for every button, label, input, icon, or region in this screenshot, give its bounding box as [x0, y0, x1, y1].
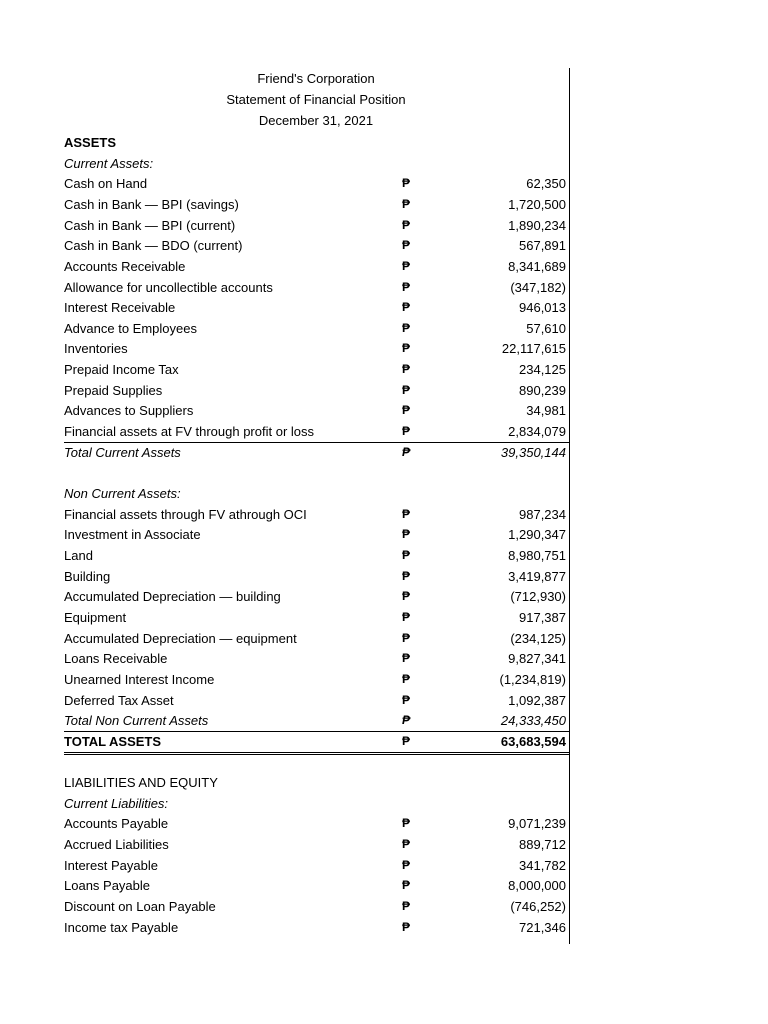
noncurrent-asset-row	[64, 670, 570, 690]
current-asset-row-amount: 234,125	[519, 362, 566, 377]
current-asset-row-amount: 2,834,079	[508, 424, 566, 439]
current-liability-row	[64, 918, 570, 938]
current-liability-row	[64, 897, 570, 917]
current-asset-row-label: Inventories	[64, 341, 128, 356]
current-asset-row-amount: 57,610	[526, 321, 566, 336]
peso-sign: ₱	[401, 280, 410, 294]
peso-sign: ₱	[401, 321, 410, 335]
noncurrent-asset-row-amount: 917,387	[519, 610, 566, 625]
statement-title: Statement of Financial Position	[226, 92, 406, 107]
current-asset-row	[64, 216, 570, 236]
peso-sign: ₱	[401, 734, 410, 748]
peso-sign: ₱	[401, 878, 410, 892]
current-asset-row	[64, 257, 570, 277]
current-asset-row	[64, 422, 570, 443]
peso-sign: ₱	[401, 899, 410, 913]
current-liability-row-amount: (746,252)	[510, 899, 566, 914]
peso-sign: ₱	[401, 507, 410, 521]
peso-sign: ₱	[401, 816, 410, 830]
total-noncurrent-assets	[64, 711, 570, 732]
noncurrent-asset-row-label: Investment in Associate	[64, 527, 201, 542]
noncurrent-asset-row	[64, 505, 570, 525]
current-liability-row	[64, 876, 570, 896]
noncurrent-asset-row-amount: (1,234,819)	[499, 672, 566, 687]
peso-sign: ₱	[401, 610, 410, 624]
noncurrent-asset-row-amount: 1,290,347	[508, 527, 566, 542]
peso-sign: ₱	[401, 527, 410, 541]
noncurrent-asset-row	[64, 525, 570, 545]
total-assets-amount: 63,683,594	[500, 734, 566, 749]
peso-sign: ₱	[401, 218, 410, 232]
current-liability-row-label: Accounts Payable	[64, 816, 169, 831]
peso-sign: ₱	[401, 403, 410, 417]
noncurrent-asset-row-amount: 9,827,341	[508, 651, 566, 666]
current-asset-row	[64, 298, 570, 318]
total-current-assets	[64, 443, 570, 463]
peso-sign: ₱	[401, 197, 410, 211]
peso-sign: ₱	[401, 548, 410, 562]
current-asset-row-label: Advances to Suppliers	[64, 403, 194, 418]
total-assets	[64, 732, 570, 755]
current-assets-heading	[64, 154, 570, 174]
current-liability-row-label: Accrued Liabilities	[64, 837, 169, 852]
liabilities-heading-label: LIABILITIES AND EQUITY	[64, 775, 218, 790]
noncurrent-asset-row-label: Unearned Interest Income	[64, 672, 215, 687]
current-liability-row-label: Discount on Loan Payable	[64, 899, 216, 914]
noncurrent-assets-heading	[64, 484, 570, 504]
company-name: Friend's Corporation	[257, 71, 375, 86]
peso-sign: ₱	[401, 424, 410, 438]
current-asset-row	[64, 195, 570, 215]
total-noncurrent-assets-amount: 24,333,450	[500, 713, 566, 728]
noncurrent-asset-row-label: Deferred Tax Asset	[64, 693, 174, 708]
current-asset-row-amount: 8,341,689	[508, 259, 566, 274]
noncurrent-assets-heading-label: Non Current Assets:	[64, 486, 181, 501]
current-asset-row	[64, 319, 570, 339]
peso-sign: ₱	[401, 362, 410, 376]
current-asset-row-amount: 62,350	[526, 176, 566, 191]
peso-sign: ₱	[401, 383, 410, 397]
peso-sign: ₱	[401, 300, 410, 314]
noncurrent-asset-row	[64, 546, 570, 566]
current-liability-row-amount: 9,071,239	[508, 816, 566, 831]
current-liability-row-label: Interest Payable	[64, 858, 158, 873]
noncurrent-asset-row	[64, 629, 570, 649]
current-asset-row-label: Cash in Bank — BPI (current)	[64, 218, 236, 233]
noncurrent-asset-row	[64, 567, 570, 587]
current-asset-row-label: Financial assets at FV through profit or loss	[64, 424, 315, 439]
noncurrent-asset-row-label: Accumulated Depreciation — building	[64, 589, 281, 604]
current-liability-row	[64, 814, 570, 834]
noncurrent-asset-row-label: Financial assets through FV athrough OCI	[64, 507, 307, 522]
assets-heading-label: ASSETS	[64, 135, 117, 150]
total-current-assets-label: Total Current Assets	[64, 445, 181, 460]
current-asset-row-label: Cash on Hand	[64, 176, 148, 191]
current-liabilities-heading-label: Current Liabilities:	[64, 796, 169, 811]
current-asset-row-label: Interest Receivable	[64, 300, 176, 315]
current-asset-row-amount: 34,981	[526, 403, 566, 418]
current-asset-row-amount: 1,720,500	[508, 197, 566, 212]
peso-sign: ₱	[401, 631, 410, 645]
liabilities-heading	[64, 773, 570, 793]
statement-date: December 31, 2021	[258, 113, 374, 128]
current-asset-row	[64, 360, 570, 380]
current-assets-heading-label: Current Assets:	[64, 156, 154, 171]
noncurrent-asset-row-label: Building	[64, 569, 111, 584]
current-liabilities-heading	[64, 794, 570, 814]
peso-sign: ₱	[401, 858, 410, 872]
current-liability-row	[64, 835, 570, 855]
current-asset-row-label: Advance to Employees	[64, 321, 197, 336]
current-asset-row	[64, 401, 570, 421]
current-asset-row-amount: 890,239	[519, 383, 566, 398]
current-asset-row-label: Allowance for uncollectible accounts	[64, 280, 273, 295]
total-current-assets-amount: 39,350,144	[500, 445, 566, 460]
peso-sign: ₱	[401, 920, 410, 934]
peso-sign: ₱	[401, 713, 410, 727]
noncurrent-asset-row-amount: 8,980,751	[508, 548, 566, 563]
current-asset-row	[64, 339, 570, 359]
peso-sign: ₱	[401, 569, 410, 583]
noncurrent-asset-row	[64, 587, 570, 607]
current-asset-row-label: Cash in Bank — BDO (current)	[64, 238, 243, 253]
noncurrent-asset-row	[64, 608, 570, 628]
noncurrent-asset-row-amount: (234,125)	[510, 631, 566, 646]
current-liability-row	[64, 856, 570, 876]
peso-sign: ₱	[401, 651, 410, 665]
peso-sign: ₱	[401, 259, 410, 273]
peso-sign: ₱	[401, 341, 410, 355]
peso-sign: ₱	[401, 589, 410, 603]
current-liability-row-amount: 889,712	[519, 837, 566, 852]
noncurrent-asset-row-amount: 1,092,387	[508, 693, 566, 708]
peso-sign: ₱	[401, 176, 410, 190]
noncurrent-asset-row-amount: 987,234	[519, 507, 566, 522]
current-liability-row-amount: 8,000,000	[508, 878, 566, 893]
current-asset-row	[64, 236, 570, 256]
current-asset-row-amount: 567,891	[519, 238, 566, 253]
peso-sign: ₱	[401, 672, 410, 686]
current-asset-row	[64, 381, 570, 401]
current-asset-row-label: Cash in Bank — BPI (savings)	[64, 197, 239, 212]
peso-sign: ₱	[401, 445, 410, 459]
noncurrent-asset-row	[64, 649, 570, 669]
current-liability-row-label: Income tax Payable	[64, 920, 179, 935]
noncurrent-asset-row-label: Equipment	[64, 610, 127, 625]
total-assets-label: TOTAL ASSETS	[64, 734, 162, 749]
peso-sign: ₱	[401, 693, 410, 707]
current-asset-row-label: Accounts Receivable	[64, 259, 186, 274]
current-asset-row-amount: 22,117,615	[501, 341, 566, 356]
noncurrent-asset-row	[64, 691, 570, 711]
current-asset-row-label: Prepaid Supplies	[64, 383, 163, 398]
current-asset-row-amount: (347,182)	[510, 280, 566, 295]
total-noncurrent-assets-label: Total Non Current Assets	[64, 713, 209, 728]
current-asset-row	[64, 174, 570, 194]
peso-sign: ₱	[401, 837, 410, 851]
peso-sign: ₱	[401, 238, 410, 252]
current-liability-row-label: Loans Payable	[64, 878, 151, 893]
noncurrent-asset-row-amount: 3,419,877	[508, 569, 566, 584]
noncurrent-asset-row-label: Loans Receivable	[64, 651, 168, 666]
noncurrent-asset-row-amount: (712,930)	[510, 589, 566, 604]
assets-heading	[64, 133, 570, 153]
current-liability-row-amount: 341,782	[519, 858, 566, 873]
noncurrent-asset-row-label: Accumulated Depreciation — equipment	[64, 631, 297, 646]
current-liability-row-amount: 721,346	[519, 920, 566, 935]
current-asset-row-label: Prepaid Income Tax	[64, 362, 179, 377]
current-asset-row-amount: 1,890,234	[508, 218, 566, 233]
current-asset-row	[64, 278, 570, 298]
current-asset-row-amount: 946,013	[519, 300, 566, 315]
noncurrent-asset-row-label: Land	[64, 548, 93, 563]
